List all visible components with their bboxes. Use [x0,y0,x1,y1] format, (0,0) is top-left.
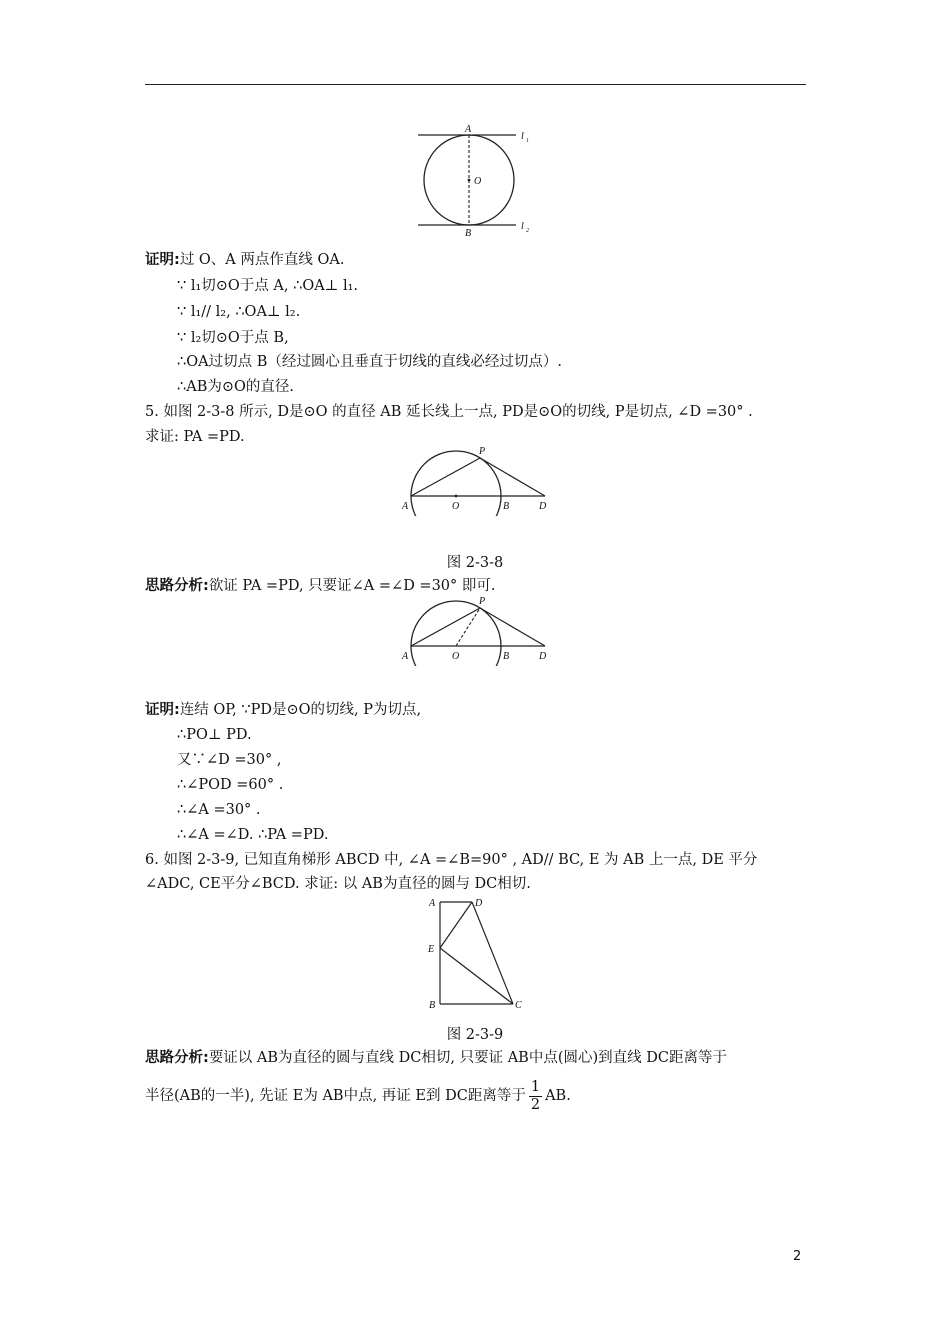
proof5-line0: 证明:连结 OP, ∵PD是⊙O的切线, P为切点, [145,702,422,718]
figure-circle-tangents [410,122,550,238]
q6-line2: ∠ADC, CE平分∠BCD. 求证: 以 AB为直径的圆与 DC相切. [145,876,531,892]
svg-text:C: C [515,1000,522,1011]
q5-line1: 5. 如图 2-3-8 所示, D是⊙O 的直径 AB 延长线上一点, PD是⊙O的切线, P是切点, ∠D =30° . [145,404,753,420]
fraction-one-half: $\frac{1}{2}$ [530,1078,541,1113]
proof1-line5: ∴AB为⊙O的直径. [177,379,294,395]
proof5-line4: ∴∠A =30° . [177,802,261,818]
figure-2-3-9 [422,894,532,1016]
analysis5: 思路分析:欲证 PA =PD, 只要证∠A =∠D =30° 即可. [145,578,496,594]
figure-2-3-8-proof [398,594,558,666]
label-A: A [465,124,472,135]
svg-text:E: E [428,944,435,955]
q5-line2: 求证: PA =PD. [145,429,245,445]
svg-text:2: 2 [526,228,529,234]
page-number: 2 [793,1249,802,1264]
figure-2-3-8 [398,444,558,516]
svg-text:A: A [429,898,436,909]
figure-2-3-8-caption: 图 2-3-8 [446,555,504,571]
proof5-line2: 又∵∠D =30° , [177,752,282,768]
proof1-line2: ∵ l₁// l₂, ∴OA⊥ l₂. [177,304,301,320]
header-rule [145,84,806,85]
svg-text:B: B [503,651,510,662]
svg-text:O: O [452,501,460,512]
svg-text:D: D [539,501,547,512]
svg-text:D: D [475,898,483,909]
label-l1: l [521,131,524,142]
proof1-line0: 证明:过 O、A 两点作直线 OA. [145,252,345,268]
proof5-line1: ∴PO⊥ PD. [177,727,252,743]
proof1-line3: ∵ l₂切⊙O于点 B, [177,330,289,346]
figure-2-3-9-caption: 图 2-3-9 [446,1027,504,1043]
svg-text:1: 1 [526,138,529,144]
label-l2: l [521,221,524,232]
analysis6-line2: 半径(AB的一半), 先证 E为 AB中点, 再证 E到 DC距离等于 $\frac{1}{2}$ AB. [145,1078,571,1113]
label-B: B [465,228,472,238]
svg-text:D: D [539,651,547,662]
svg-text:A: A [402,651,409,662]
svg-text:A: A [402,501,409,512]
label-O: O [474,176,482,187]
svg-text:P: P [479,446,486,457]
proof5-line3: ∴∠POD =60° . [177,777,284,793]
proof1-line1: ∵ l₁切⊙O于点 A, ∴OA⊥ l₁. [177,278,359,294]
proof1-line4: ∴OA过切点 B（经过圆心且垂直于切线的直线必经过切点）. [177,354,562,370]
q6-line1: 6. 如图 2-3-9, 已知直角梯形 ABCD 中, ∠A =∠B=90° , AD// BC, E 为 AB 上一点, DE 平分 [145,852,758,868]
svg-text:B: B [429,1000,436,1011]
proof5-line5: ∴∠A =∠D. ∴PA =PD. [177,827,329,843]
svg-text:P: P [479,596,486,607]
analysis6-line1: 思路分析:要证以 AB为直径的圆与直线 DC相切, 只要证 AB中点(圆心)到直线 DC距离等于 [145,1050,727,1066]
svg-text:B: B [503,501,510,512]
svg-text:O: O [452,651,460,662]
